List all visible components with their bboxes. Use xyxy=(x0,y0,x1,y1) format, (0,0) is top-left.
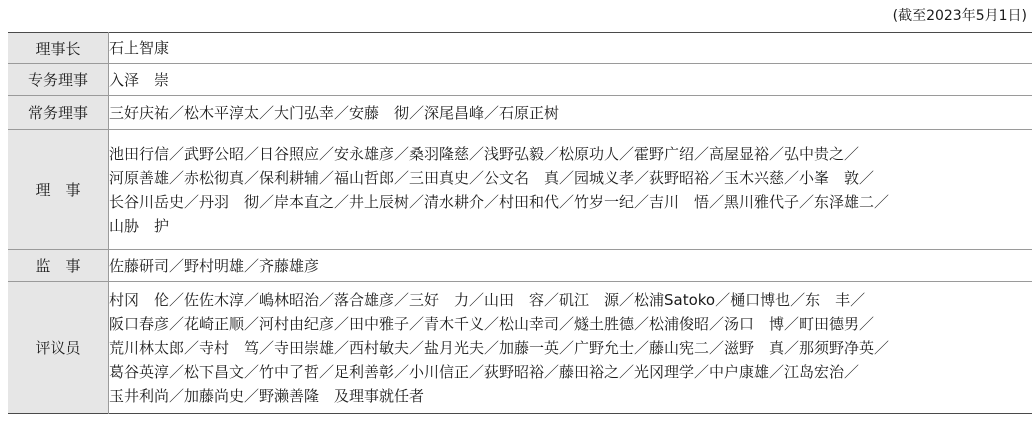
member-line: 阪口春彦／花崎正顺／河村由纪彦／田中雅子／青木千义／松山幸司／燧土胜德／松浦俊昭／汤口 博／町田德男／ xyxy=(109,314,875,333)
member-line: 葛谷英淳／松下昌文／竹中了哲／足利善彰／小川信正／荻野昭裕／藤田裕之／光冈理学／中户康雄／江岛宏治／ xyxy=(109,362,860,381)
row-auditors xyxy=(8,250,1032,282)
member-line: 玉井利尚／加藤尚史／野濑善隆 及理事就任者 xyxy=(109,386,425,405)
row-label: 理 事 xyxy=(8,130,109,250)
row-label: 监 事 xyxy=(8,250,109,282)
row-members xyxy=(109,250,1033,282)
row-members xyxy=(109,33,1033,64)
row-managing-directors xyxy=(8,96,1032,130)
row-chairman xyxy=(8,33,1032,64)
row-label: 评议员 xyxy=(8,282,109,414)
member-line: 三好庆祐／松木平淳太／大门弘幸／安藤 彻／深尾昌峰／石原正树 xyxy=(109,103,560,122)
officer-roster-table xyxy=(8,32,1032,414)
row-label: 理事长 xyxy=(8,33,109,64)
member-line: 长谷川岳史／丹羽 彻／岸本直之／井上辰树／清水耕介／村田和代／竹岁一纪／吉川 悟／黑川雅代子／东泽雄二／ xyxy=(109,192,890,211)
as-of-date-note: (截至2023年5月1日) xyxy=(892,8,1027,24)
member-line: 村冈 伦／佐佐木淳／嶋林昭治／落合雄彦／三好 力／山田 容／矶江 源／松浦Satoko／樋口博也／东 丰／ xyxy=(109,290,866,309)
row-members xyxy=(109,130,1033,250)
row-members xyxy=(109,282,1033,414)
member-line: 池田行信／武野公昭／日谷照应／安永雄彦／桑羽隆慈／浅野弘毅／松原功人／霍野广绍／高屋显裕／弘中贵之／ xyxy=(109,144,860,163)
row-councillors xyxy=(8,282,1032,414)
member-line: 佐藤研司／野村明雄／齐藤雄彦 xyxy=(109,256,320,275)
member-line: 入泽 崇 xyxy=(109,70,170,89)
row-executive-director xyxy=(8,64,1032,96)
member-line: 河原善雄／赤松彻真／保利耕辅／福山哲郎／三田真史／公文名 真／园城义孝／荻野昭裕／玉木兴慈／小峯 敦／ xyxy=(109,168,875,187)
member-line: 石上智康 xyxy=(109,39,170,57)
row-members xyxy=(109,64,1033,96)
row-members xyxy=(109,96,1033,130)
member-line: 山胁 护 xyxy=(109,216,170,235)
row-label: 常务理事 xyxy=(8,96,109,130)
row-directors xyxy=(8,130,1032,250)
member-line: 荒川林太郎／寺村 笃／寺田崇雄／西村敏夫／盐月光夫／加藤一英／广野允士／藤山宪二／滋野 真／那须野净英／ xyxy=(109,338,890,357)
row-label: 专务理事 xyxy=(8,64,109,96)
